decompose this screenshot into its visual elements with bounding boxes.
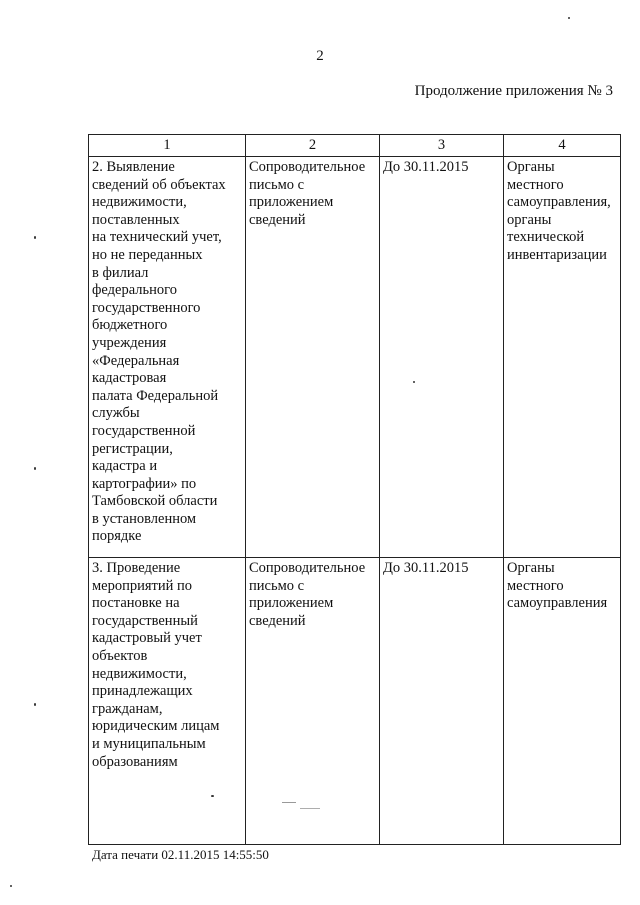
table-cell-document [246, 558, 380, 845]
table-cell-deadline [380, 558, 504, 845]
table-row [89, 558, 621, 845]
cell-text: Сопроводительное письмо с приложением сведений [249, 159, 366, 228]
table-cell-document [246, 157, 380, 558]
scan-speck [34, 236, 36, 239]
header-cell: 3 [380, 135, 504, 157]
cell-text: Сопроводительное письмо с приложением сведений [249, 560, 366, 629]
scan-speck [34, 467, 36, 470]
cell-text: До 30.11.2015 [383, 560, 469, 576]
document-table [88, 134, 621, 845]
page-number: 2 [316, 48, 324, 64]
header-cell: 2 [246, 135, 380, 157]
table-cell-responsible [504, 558, 621, 845]
scan-speck [282, 802, 296, 803]
scan-speck [211, 795, 214, 797]
table-cell-responsible [504, 157, 621, 558]
scan-speck [413, 381, 415, 383]
header-cell: 4 [504, 135, 621, 157]
continuation-label: Продолжение приложения № 3 [414, 83, 613, 99]
cell-text: 2. Выявление сведений об объектах недвижимости, поставленных на технический учет, но не переданных в филиал федерального государственного бюджетного учреждения «Федеральная кадастровая палата Федеральной службы государственной регистрации, кадастра и картографии» по Тамбовской области в установленном порядке [92, 159, 226, 545]
print-date: Дата печати 02.11.2015 14:55:50 [92, 847, 269, 862]
scan-speck [300, 808, 320, 809]
scan-speck [34, 703, 36, 706]
cell-text: 3. Проведение мероприятий по постановке на государственный кадастровый учет объектов недвижимости, принадлежащих гражданам, юридическим лицам и муниципальным образованиям [92, 560, 220, 770]
scan-speck [10, 885, 12, 887]
table-cell-task [89, 558, 246, 845]
table-header-row [89, 135, 621, 157]
header-cell: 1 [89, 135, 246, 157]
cell-text: До 30.11.2015 [383, 159, 469, 175]
table-row [89, 157, 621, 558]
cell-text: Органы местного самоуправления, органы технической инвентаризации [507, 159, 611, 263]
scan-speck [568, 17, 570, 19]
cell-text: Органы местного самоуправления [507, 560, 608, 612]
table-cell-deadline [380, 157, 504, 558]
table-cell-task [89, 157, 246, 558]
